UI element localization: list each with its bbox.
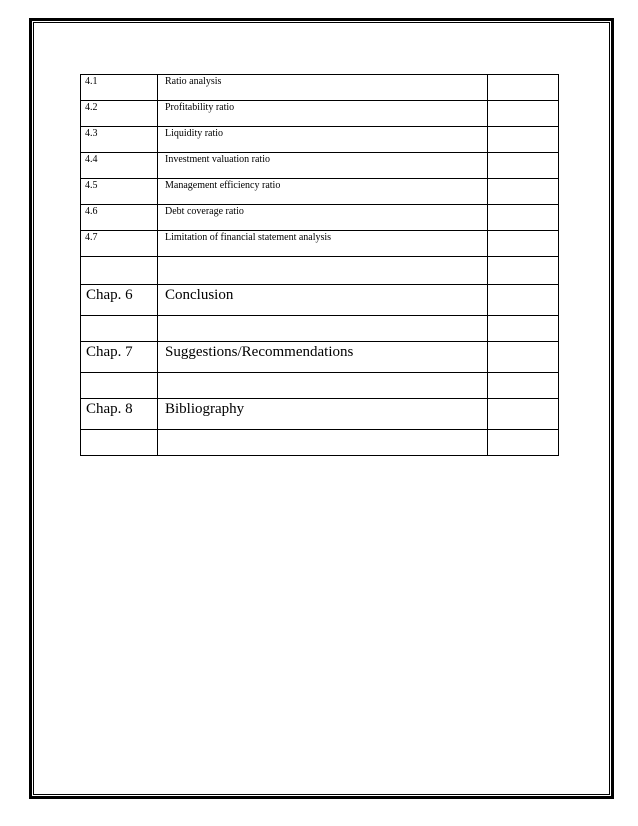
page-number-cell: [488, 342, 559, 373]
page-number-cell: [488, 75, 559, 101]
page-number-cell: [488, 127, 559, 153]
page-number-cell: [488, 153, 559, 179]
section-number: 4.5: [81, 179, 158, 205]
table-row-blank: [81, 316, 559, 342]
chapter-title: Bibliography: [158, 399, 488, 430]
table-row-section-4-2: [81, 101, 559, 127]
table-row-section-4-3: [81, 127, 559, 153]
section-title: Management efficiency ratio: [158, 179, 488, 205]
empty-cell: [488, 257, 559, 285]
empty-cell: [81, 257, 158, 285]
section-title: Investment valuation ratio: [158, 153, 488, 179]
section-number: 4.4: [81, 153, 158, 179]
page-number-cell: [488, 399, 559, 430]
table-row-section-4-4: [81, 153, 559, 179]
empty-cell: [488, 373, 559, 399]
table-row-blank: [81, 430, 559, 456]
page-number-cell: [488, 179, 559, 205]
table-row-chapter-6: [81, 285, 559, 316]
page-number-cell: [488, 285, 559, 316]
empty-cell: [158, 373, 488, 399]
empty-cell: [158, 257, 488, 285]
page-number-cell: [488, 231, 559, 257]
chapter-number: Chap. 7: [81, 342, 158, 373]
empty-cell: [81, 430, 158, 456]
table-row-chapter-8: [81, 399, 559, 430]
section-title: Debt coverage ratio: [158, 205, 488, 231]
table-row-blank: [81, 257, 559, 285]
chapter-title: Suggestions/Recommendations: [158, 342, 488, 373]
section-title: Limitation of financial statement analysis: [158, 231, 488, 257]
empty-cell: [488, 316, 559, 342]
page-number-cell: [488, 205, 559, 231]
section-number: 4.3: [81, 127, 158, 153]
section-number: 4.7: [81, 231, 158, 257]
table-row-section-4-7: [81, 231, 559, 257]
table-row-chapter-7: [81, 342, 559, 373]
section-number: 4.2: [81, 101, 158, 127]
empty-cell: [488, 430, 559, 456]
empty-cell: [81, 373, 158, 399]
chapter-title: Conclusion: [158, 285, 488, 316]
chapter-number: Chap. 6: [81, 285, 158, 316]
section-title: Liquidity ratio: [158, 127, 488, 153]
section-number: 4.1: [81, 75, 158, 101]
table-row-section-4-5: [81, 179, 559, 205]
empty-cell: [158, 316, 488, 342]
empty-cell: [81, 316, 158, 342]
table-row-section-4-1: [81, 75, 559, 101]
table-of-contents: [80, 74, 559, 456]
table-row-section-4-6: [81, 205, 559, 231]
chapter-number: Chap. 8: [81, 399, 158, 430]
section-title: Profitability ratio: [158, 101, 488, 127]
table-row-blank: [81, 373, 559, 399]
section-number: 4.6: [81, 205, 158, 231]
empty-cell: [158, 430, 488, 456]
section-title: Ratio analysis: [158, 75, 488, 101]
page-number-cell: [488, 101, 559, 127]
